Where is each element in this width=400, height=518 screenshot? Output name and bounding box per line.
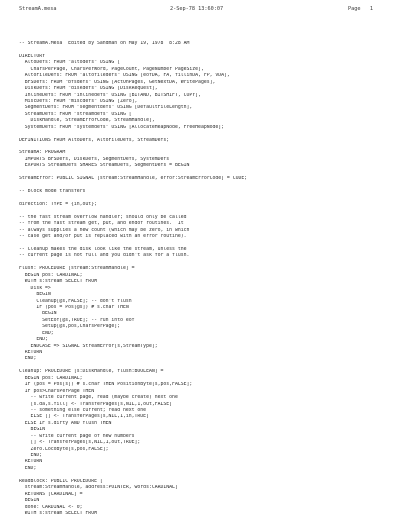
code-line: Setup[@s,pos,CharsPerPage]; [19, 324, 121, 330]
code-line: -- write current page, read (maybe create) next one [19, 395, 178, 401]
code-line: WITH s:stream SELECT FROM [19, 510, 97, 516]
code-line: BFSDefs: FROM "bfsdefs" USING [ActOnPages, GetNextDA, WritePages], [19, 79, 216, 85]
code-line: RETURNS [CARDINAL] = [19, 491, 83, 497]
code-line: WITH s:stream SELECT FROM [19, 279, 97, 285]
source-listing [19, 41, 389, 517]
code-line: BEGIN pos: CARDINAL; [19, 272, 83, 278]
code-line: -- case get and/or put is replaced with an error routine). [19, 234, 187, 240]
code-line: -- from the fast stream get, put, and endof routines. It [19, 221, 184, 227]
code-line: AltoFileDefs: FROM "altofiledefs" USING [eofDA, FA, fillinDA, FP, vDA], [19, 73, 230, 79]
code-line: direction: TYPE = {in,out}; [19, 201, 97, 207]
code-line: DEFINITIONS FROM AltoDefs, AltoFileDefs, StreamDefs; [19, 137, 170, 143]
code-line: Cleanup: PROCEDURE [s:DiskHandle, flush:BOOLEAN] = [19, 369, 164, 375]
code-line: StreamA: PROGRAM [19, 150, 66, 156]
code-line: END; [19, 330, 54, 336]
code-line: SegmentDefs: FROM "segmentdefs" USING [DefaultFileLength], [19, 105, 193, 111]
code-line: EXPORTS StreamDefs SHARES StreamDefs, SegmentDefs = BEGIN [19, 163, 190, 169]
code-line: MiscDefs: FROM "miscdefs" USING [Zero], [19, 98, 138, 104]
code-line: ELSE [] <- TransferPages[s,NIL,1,in,TRUE] [19, 414, 149, 420]
code-line: -- block mode transfers [19, 189, 86, 195]
code-line: ELSE IF s.dirty AND flush THEN [19, 420, 112, 426]
code-line: InlineDefs: FROM "inlinedefs" USING [BITAND, BITSHIFT, COPY], [19, 92, 201, 98]
code-line: IF (pos = Pos[s]) # s.char THEN PositionByte[s,pos,FALSE]; [19, 382, 193, 388]
code-line: -- current page is not full and you didn't ask for a flush. [19, 253, 190, 259]
code-line: Zero.LocoByte[s,pos,FALSE]; [19, 446, 109, 452]
code-line: DiskHandle, StreamErrorCode, StreamHandle], [19, 118, 155, 124]
header-filename: StreamA.mesa [19, 6, 57, 12]
code-line: [s.da,s.fill] <- TransferPages[s,NIL,1,out,FALSE] [19, 401, 173, 407]
code-line: CharsPerPage, CharsPerWord, PageCount, PageNumber PageSize], [19, 66, 204, 72]
code-line: END; [19, 356, 37, 362]
code-line: IF pos>CharsPerPage THEN [19, 388, 95, 394]
code-line: -- the fast stream overflow handler; should only be called [19, 214, 187, 220]
code-line: AltoDefs: FROM "altodefs" USING [ [19, 60, 121, 66]
code-line: BEGIN pos: CARDINAL; [19, 375, 83, 381]
header-page-number: 1 [369, 6, 373, 12]
code-line: StreamDefs: FROM "streamdefs" USING [ [19, 111, 132, 117]
code-line: Flush: PROCEDURE [stream:StreamHandle] = [19, 266, 135, 272]
code-line: END; [19, 337, 48, 343]
code-line: RETURN [19, 350, 43, 355]
code-line: done: CARDINAL <- 0; [19, 504, 83, 510]
code-line: stream:StreamHandle, address:POINTER, words:CARDINAL] [19, 485, 178, 491]
header-date: 2-Sep-78 13:60:07 [170, 6, 224, 12]
code-line: Cleanup[@s,FALSE]; -- don't flush [19, 298, 132, 304]
code-line: BEGIN [19, 292, 51, 298]
code-line: Disk => [19, 285, 51, 291]
code-line: StreamError: PUBLIC SIGNAL [stream:StreamHandle, error:StreamErrorCode] = CODE; [19, 176, 248, 182]
code-line: -- Cleanup makes the disk look like the stream, unless the [19, 247, 187, 252]
code-line: RETURN [19, 459, 43, 465]
code-line: BEGIN [19, 498, 40, 504]
code-line: BEGIN [19, 311, 57, 317]
code-line: IF (pos = Pos[@s]) # s.char THEN [19, 304, 129, 310]
code-line: ReadBlock: PUBLIC PROCEDURE [ [19, 478, 103, 484]
code-line: -- something else current; read next one [19, 407, 147, 413]
code-line: DIRECTORY [19, 53, 45, 59]
header-page [348, 6, 373, 12]
code-line: END; [19, 465, 37, 471]
code-line: DiskDefs: FROM "diskdefs" USING [DiskRequest], [19, 86, 158, 92]
code-line: -- write current page of new numbers [19, 433, 135, 439]
code-line: [] <- TransferPages[s,NIL,1,out,TRUE]; [19, 440, 141, 446]
code-line: IMPORTS BFSDefs, DiskDefs, SegmentDefs, SystemDefs [19, 156, 170, 162]
code-line: SetEof[@s,TRUE]; -- run into eof [19, 317, 135, 323]
code-line: BEGIN [19, 427, 45, 433]
code-line: -- StreamA.Mesa Edited by Sandman on May 19, 1978 8:28 AM [19, 41, 190, 46]
header-page-label: Page [348, 6, 361, 12]
code-line: ENDCASE => SIGNAL StreamError[s,StreamType]; [19, 343, 158, 349]
code-line: END; [19, 453, 43, 458]
code-line: SystemDefs: FROM "systemdefs" USING [AllocateHeapNode, FreeHeapNode]; [19, 124, 225, 130]
code-line: -- always supplies a new count (which may be zero, in which [19, 227, 190, 233]
